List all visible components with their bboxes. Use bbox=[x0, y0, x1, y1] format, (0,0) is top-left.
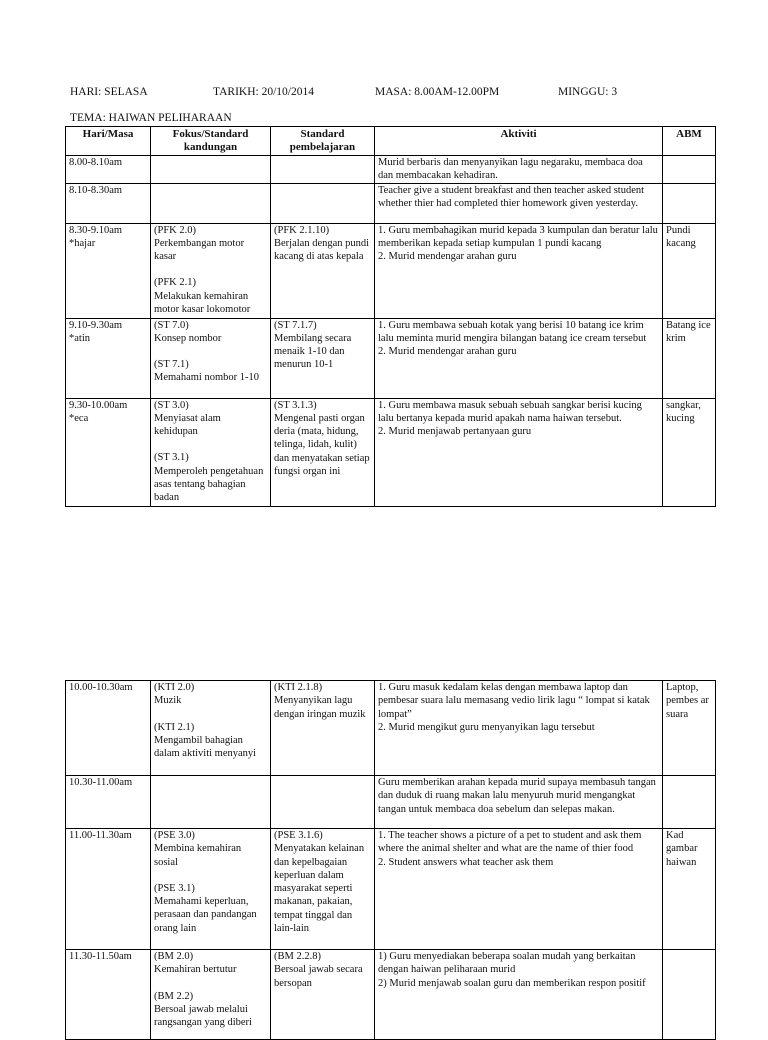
table-row bbox=[66, 681, 716, 776]
row-abm bbox=[663, 156, 716, 184]
table-row bbox=[66, 156, 716, 184]
table-row bbox=[66, 223, 716, 318]
col-header-fokus: Fokus/Standard kandungan bbox=[151, 127, 271, 156]
fokus-sub: (ST 3.1) Memperoleh pengetahuan asas tentang bahagian badan bbox=[154, 452, 264, 504]
fokus-main: (PSE 3.0) Membina kemahiran sosial bbox=[154, 830, 242, 868]
row-masa: 10.30-11.00am bbox=[66, 776, 151, 829]
fokus-sub: (PFK 2.1) Melakukan kemahiran motor kasar lokomotor bbox=[154, 277, 251, 316]
row-standard: (KTI 2.1.8) Menyanyikan lagu dengan iringan muzik bbox=[271, 681, 375, 776]
table-row bbox=[66, 318, 716, 398]
row-aktiviti: 1) Guru menyediakan beberapa soalan mudah yang berkaitan dengan haiwan peliharaan murid 2) Murid menjawab soalan guru dan memberikan respon positif bbox=[375, 950, 663, 1040]
row-fokus bbox=[151, 681, 271, 776]
col-header-masa: Hari/Masa bbox=[66, 127, 151, 156]
hari-label: HARI: SELASA bbox=[70, 86, 148, 98]
row-aktiviti: Guru memberikan arahan kepada murid supaya membasuh tangan dan duduk di ruang makan lalu menyuruh murid mengangkat tangan untuk membaca doa sebelum dan selepas makan. bbox=[375, 776, 663, 829]
fokus-main: (KTI 2.0) Muzik bbox=[154, 682, 195, 707]
row-fokus bbox=[151, 318, 271, 398]
minggu-label: MINGGU: 3 bbox=[558, 86, 618, 98]
row-fokus bbox=[151, 398, 271, 506]
table-row bbox=[66, 776, 716, 829]
table-row bbox=[66, 183, 716, 223]
row-standard: (BM 2.2.8) Bersoal jawab secara bersopan bbox=[271, 950, 375, 1040]
row-masa: 9.30-10.00am *eca bbox=[66, 398, 151, 506]
row-aktiviti: 1. Guru membawa masuk sebuah sebuah sangkar berisi kucing lalu bertanya kepada murid apakah nama haiwan tersebut. 2. Murid menjawab pertanyaan guru bbox=[375, 398, 663, 506]
row-standard bbox=[271, 183, 375, 223]
row-masa: 8.00-8.10am bbox=[66, 156, 151, 184]
tarikh-label: TARIKH: 20/10/2014 bbox=[213, 86, 314, 98]
row-aktiviti: 1. Guru membawa sebuah kotak yang berisi 10 batang ice krim lalu meminta murid mengira bilangan batang ice cream tersebut 2. Murid mendengar arahan guru bbox=[375, 318, 663, 398]
row-abm: Laptop, pembes ar suara bbox=[663, 681, 716, 776]
row-aktiviti: 1. Guru masuk kedalam kelas dengan membawa laptop dan pembesar suara lalu memasang vedio lirik lagu “ lompat si katak lompat” 2. Murid mengikut guru menyanyikan lagu tersebut bbox=[375, 681, 663, 776]
lesson-plan-table-part-1 bbox=[65, 126, 716, 507]
row-aktiviti: 1. Guru membahagikan murid kepada 3 kumpulan dan beratur lalu memberikan kepada setiap kumpulan 1 pundi kacang 2. Murid mendengar arahan guru bbox=[375, 223, 663, 318]
row-standard: (ST 3.1.3) Mengenal pasti organ deria (mata, hidung, telinga, lidah, kulit) dan menyatakan setiap fungsi organ ini bbox=[271, 398, 375, 506]
row-aktiviti: Teacher give a student breakfast and then teacher asked student whether thier had completed thier homework given yesterday. bbox=[375, 183, 663, 223]
row-abm bbox=[663, 950, 716, 1040]
fokus-sub: (KTI 2.1) Mengambil bahagian dalam aktiviti menyanyi bbox=[154, 721, 257, 760]
fokus-main: (PFK 2.0) Perkembangan motor kasar bbox=[154, 224, 245, 263]
row-standard bbox=[271, 776, 375, 829]
row-abm bbox=[663, 183, 716, 223]
row-standard: (ST 7.1.7) Membilang secara menaik 1-10 dan menurun 10-1 bbox=[271, 318, 375, 398]
row-masa: 8.10-8.30am bbox=[66, 183, 151, 223]
row-masa: 8.30-9.10am *hajar bbox=[66, 223, 151, 318]
row-fokus bbox=[151, 950, 271, 1040]
row-standard: (PSE 3.1.6) Menyatakan kelainan dan kepelbagaian keperluan dalam masyarakat seperti makanan, pakaian, tempat tinggal dan lain-lain bbox=[271, 829, 375, 950]
fokus-main: (ST 3.0) Menyiasat alam kehidupan bbox=[154, 399, 221, 438]
table-row bbox=[66, 950, 716, 1040]
row-abm: sangkar, kucing bbox=[663, 398, 716, 506]
row-masa: 10.00-10.30am bbox=[66, 681, 151, 776]
masa-label: MASA: 8.00AM-12.00PM bbox=[375, 86, 500, 98]
row-masa: 11.00-11.30am bbox=[66, 829, 151, 950]
fokus-main: (ST 7.0) Konsep nombor bbox=[154, 319, 222, 344]
row-fokus bbox=[151, 223, 271, 318]
table-row bbox=[66, 829, 716, 950]
row-fokus bbox=[151, 183, 271, 223]
row-abm bbox=[663, 776, 716, 829]
row-abm: Batang ice krim bbox=[663, 318, 716, 398]
row-standard bbox=[271, 156, 375, 184]
fokus-main: (BM 2.0) Kemahiran bertutur bbox=[154, 951, 237, 976]
fokus-sub: (ST 7.1) Memahami nombor 1-10 bbox=[154, 359, 259, 384]
col-header-abm: ABM bbox=[663, 127, 716, 156]
col-header-aktiviti: Aktiviti bbox=[375, 127, 663, 156]
lesson-plan-table-part-2 bbox=[65, 680, 716, 1040]
fokus-sub: (BM 2.2) Bersoal jawab melalui rangsangan yang diberi bbox=[154, 990, 252, 1029]
col-header-standard: Standard pembelajaran bbox=[271, 127, 375, 156]
row-abm: Pundi kacang bbox=[663, 223, 716, 318]
table-row bbox=[66, 398, 716, 506]
row-aktiviti: Murid berbaris dan menyanyikan lagu negaraku, membaca doa dan membacakan kehadiran. bbox=[375, 156, 663, 184]
row-fokus bbox=[151, 829, 271, 950]
fokus-sub: (PSE 3.1) Memahami keperluan, perasaan dan pandangan orang lain bbox=[154, 882, 257, 934]
tema-label: TEMA: HAIWAN PELIHARAAN bbox=[70, 112, 232, 124]
row-masa: 9.10-9.30am *atin bbox=[66, 318, 151, 398]
row-aktiviti: 1. The teacher shows a picture of a pet to student and ask them where the animal shelter and what are the name of thier food 2. Student answers what teacher ask them bbox=[375, 829, 663, 950]
row-standard: (PFK 2.1.10) Berjalan dengan pundi kacang di atas kepala bbox=[271, 223, 375, 318]
row-masa: 11.30-11.50am bbox=[66, 950, 151, 1040]
table-header-row bbox=[66, 127, 716, 156]
row-abm: Kad gambar haiwan bbox=[663, 829, 716, 950]
row-fokus bbox=[151, 776, 271, 829]
row-fokus bbox=[151, 156, 271, 184]
